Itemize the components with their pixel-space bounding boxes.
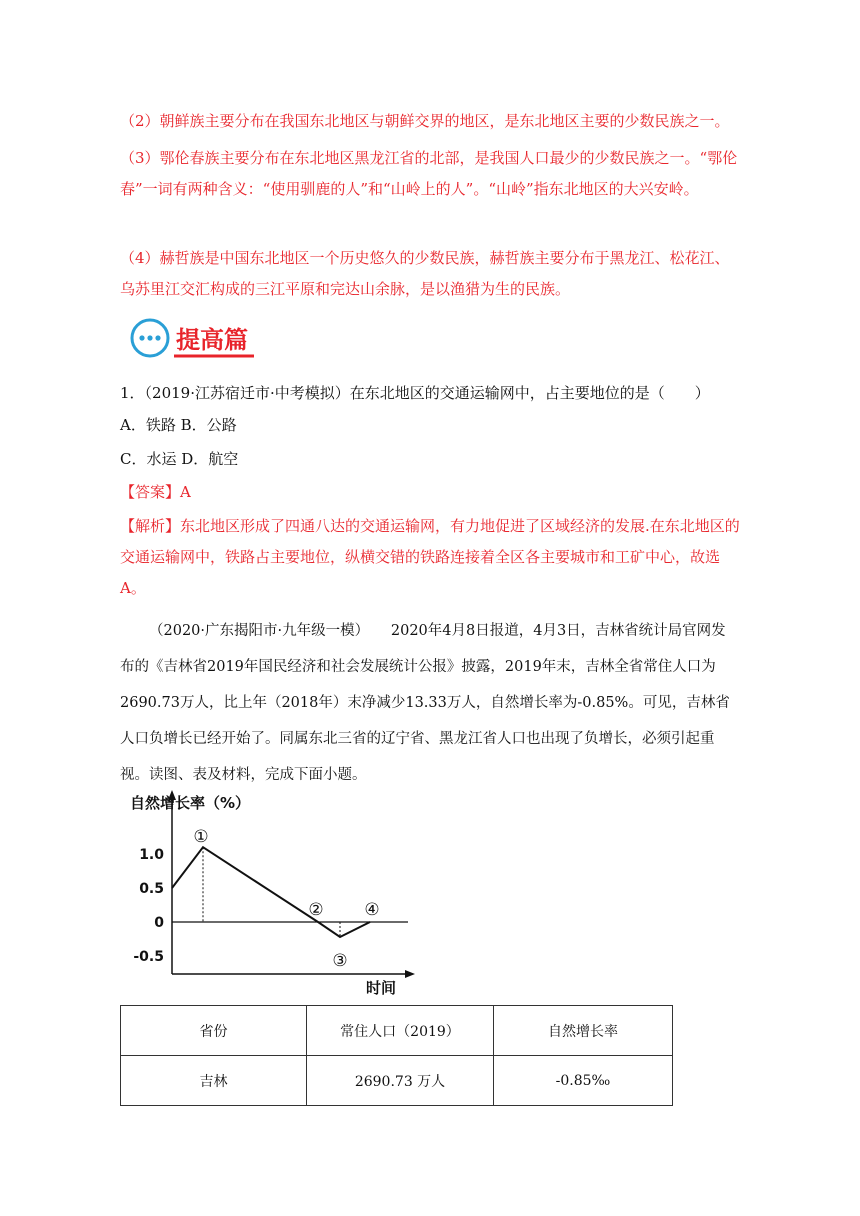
table-header-row — [121, 1006, 673, 1056]
y-tick-label: -0.5 — [133, 949, 164, 965]
cell-growth-rate: -0.85‰ — [494, 1056, 673, 1106]
paragraph-oroqen: （3）鄂伦春族主要分布在东北地区黑龙江省的北部，是我国人口最少的少数民族之一。“鄂伦春”一词有两种含义：“使用驯鹿的人”和“山岭上的人”。“山岭”指东北地区的大兴安岭。 — [120, 149, 738, 198]
y-tick-label: 0 — [154, 915, 164, 931]
analysis-text: 东北地区形成了四通八达的交通运输网，有力地促进了区域经济的发展.在东北地区的交通运输网中，铁路占主要地位，纵横交错的铁路连接着全区各主要城市和工矿中心，故选A。 — [120, 517, 740, 597]
answer-line — [120, 477, 740, 508]
table-row — [121, 1056, 673, 1106]
paragraph-korean: （2）朝鲜族主要分布在我国东北地区与朝鲜交界的地区，是东北地区主要的少数民族之一。 — [120, 112, 730, 130]
point-label: ④ — [364, 900, 380, 920]
point-label: ① — [193, 827, 209, 848]
population-table — [120, 1005, 673, 1106]
header-population: 常住人口（2019） — [307, 1006, 494, 1056]
y-tick-label: 1.0 — [139, 847, 164, 863]
cell-population: 2690.73 万人 — [307, 1056, 494, 1106]
analysis-block — [120, 511, 740, 604]
cell-province: 吉林 — [121, 1056, 307, 1106]
question-options-ab: A．铁路 B．公路 — [120, 416, 237, 434]
section-header — [128, 316, 258, 360]
x-axis-label: 时间 — [366, 979, 397, 997]
point-label: ② — [308, 900, 324, 920]
paragraph-hezhe: （4）赫哲族是中国东北地区一个历史悠久的少数民族，赫哲族主要分布于黑龙江、松花江、乌苏里江交汇构成的三江平原和完达山余脉，是以渔猎为生的民族。 — [120, 249, 730, 298]
analysis-label: 【解析】 — [120, 517, 181, 535]
x-axis-arrow — [405, 970, 415, 978]
point-label: ③ — [332, 950, 348, 971]
question-stem: 1．（2019·江苏宿迁市·中考模拟）在东北地区的交通运输网中，占主要地位的是（ ） — [120, 384, 710, 402]
header-growth-rate: 自然增长率 — [494, 1006, 673, 1056]
question-options-cd: C．水运 D．航空 — [120, 450, 239, 468]
y-tick-label: 0.5 — [139, 881, 164, 897]
y-axis-label: 自然增长率（%） — [130, 794, 251, 812]
header-province: 省份 — [121, 1006, 307, 1056]
answer-label: 【答案】 — [120, 483, 181, 501]
section-title: 提高篇 — [176, 326, 248, 354]
answer-value: A — [180, 483, 191, 501]
growth-rate-chart — [118, 786, 418, 998]
material-text: （2020·广东揭阳市·九年级一模） 2020年4月8日报道，4月3日，吉林省统计局官网发布的《吉林省2019年国民经济和社会发展统计公报》披露，2019年末，吉林全省常住人口为2690.73万人，比上年（2018年）末净减少13.33万人，自然增长率为-0.85%。可见，吉林省人口负增长已经开始了。同属东北三省的辽宁省、黑龙江省人口也出现了负增长，必须引起重视。读图、表及材料，完成下面小题。 — [120, 623, 730, 783]
